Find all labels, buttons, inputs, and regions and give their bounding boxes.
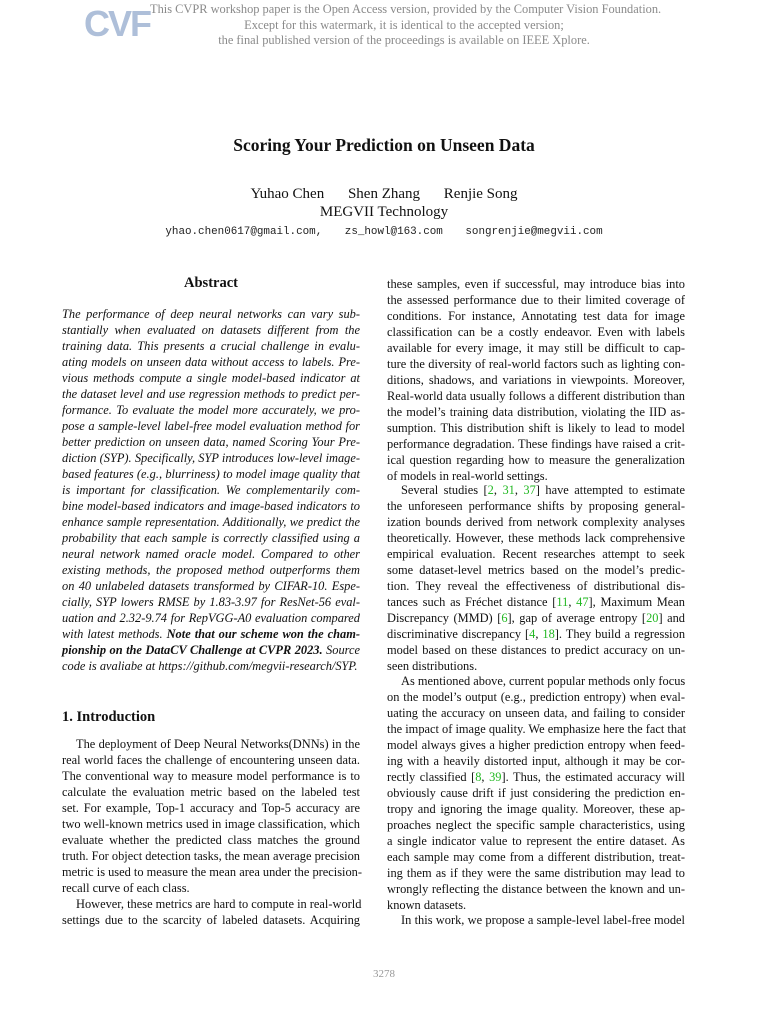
- watermark-line: the final published version of the proceedings is available on IEEE Xplore.: [218, 33, 590, 47]
- citation-link[interactable]: 31: [502, 483, 515, 497]
- body-line: [387, 610, 685, 626]
- abstract-line: cially, SYP lowers RMSE by 1.83-3.97 for ResNet-56 eval-: [62, 595, 360, 609]
- abstract-line: ating models on unseen data without access to labels. Pre-: [62, 355, 360, 369]
- citation-separator: ,: [493, 483, 503, 497]
- body-line: truth. For object detection tasks, the mean average precision: [62, 849, 360, 863]
- body-line: each sample may come from a different distribution, treat-: [387, 850, 685, 864]
- watermark-notice: [150, 2, 662, 49]
- body-line: ture the diversity of real-world factors such as lighting con-: [387, 357, 685, 371]
- body-line: evaluate whether the predicted class matches the ground: [62, 833, 360, 847]
- body-line: the assessed performance due to their limited coverage of: [387, 293, 685, 307]
- body-line: ing with a heavily distorted input, although it may be cor-: [387, 754, 685, 768]
- body-line: metric is used to measure the mean area under the precision-: [62, 865, 363, 879]
- citation-separator: ,: [568, 595, 577, 609]
- author-name: Shen Zhang: [347, 186, 421, 202]
- abstract-line: stantially when evaluated on datasets different from the: [62, 323, 360, 337]
- citation-link[interactable]: 11: [556, 595, 569, 609]
- abstract-line: code is avaliabe at https://github.com/megvii-research/SYP.: [62, 659, 358, 673]
- body-line: Real-world data usually follows a different distribution than: [387, 389, 685, 403]
- body-line: model based on these distances to predict accuracy on un-: [387, 643, 685, 657]
- author-list: [0, 186, 768, 203]
- body-line: sumption. This distribution shift is likely to lead to model: [387, 421, 685, 435]
- abstract-line: on 40 unlabeled datasets transformed by CIFAR-10. Espe-: [62, 579, 360, 593]
- watermark-line: This CVPR workshop paper is the Open Access version, provided by the Computer Vision Foundation.: [150, 2, 662, 16]
- body-line: empirical evaluation. Recent researches attempt to seek: [387, 547, 685, 561]
- citation-link[interactable]: 39: [489, 770, 502, 784]
- citation-link[interactable]: 47: [576, 595, 589, 609]
- body-text: ] and: [658, 611, 685, 625]
- body-line: the impact of image quality. We emphasize here the fact that: [387, 722, 687, 736]
- citation-link[interactable]: 6: [501, 611, 508, 625]
- body-line: uating the accuracy on unseen data, and failing to consider: [387, 706, 685, 720]
- abstract-line: formance. To evaluate the model more accurately, we pro-: [62, 403, 360, 417]
- author-email: songrenjie@megvii.com: [465, 226, 603, 238]
- body-line: As mentioned above, current popular methods only focus: [401, 674, 686, 688]
- author-email: yhao.chen0617@gmail.com,: [165, 226, 323, 238]
- abstract-line: the dataset level and use regression methods to predict per-: [62, 387, 360, 401]
- body-line: [387, 594, 685, 610]
- body-text: ], Maximum Mean: [588, 595, 685, 609]
- body-line: set. For example, Top-1 accuracy and Top-5 accuracy are: [62, 801, 360, 815]
- body-line: [387, 482, 685, 498]
- body-line: these samples, even if successful, may introduce bias into: [387, 277, 685, 291]
- body-line: on the model’s output (e.g., prediction entropy) when eval-: [387, 690, 685, 704]
- abstract-emphasis: pionship on the DataCV Challenge at CVPR 2023.: [62, 643, 323, 657]
- abstract-line: is important for classification. We complementarily com-: [62, 483, 360, 497]
- abstract-line: uation and 2.32-9.74 for RepVGG-A0 evaluation compared: [62, 611, 360, 625]
- body-line: tropy and ignoring the image quality. Moreover, these ap-: [387, 802, 685, 816]
- cvf-logo: CVF: [84, 3, 150, 44]
- citation-link[interactable]: 8: [475, 770, 482, 784]
- email-list: [0, 226, 768, 238]
- body-text: ] have attempted to estimate: [535, 483, 685, 497]
- body-line: recall curve of each class.: [62, 881, 190, 895]
- citation-separator: ,: [535, 627, 543, 641]
- paper-title: Scoring Your Prediction on Unseen Data: [233, 135, 535, 155]
- body-line: proaches neglect the specific sample characteristics, using: [387, 818, 685, 832]
- page-number: 3278: [373, 968, 395, 980]
- body-line: two well-known metrics used in image classification, which: [62, 817, 360, 831]
- body-line: the model’s training data distribution, violating the IID as-: [387, 405, 685, 419]
- abstract-line: enhance sample representation. Additionally, we predict the: [62, 515, 360, 529]
- body-line: [387, 769, 685, 785]
- author-name: Yuhao Chen: [250, 186, 325, 202]
- body-text: ], gap of average entropy [: [507, 611, 647, 625]
- body-line: a single indicator value to represent the entire dataset. As: [387, 834, 685, 848]
- citation-link[interactable]: 37: [523, 483, 536, 497]
- abstract-line: The performance of deep neural networks can vary sub-: [62, 307, 360, 321]
- intro-heading: 1. Introduction: [62, 709, 156, 725]
- body-line: conditions. For instance, Annotating test data for image: [387, 309, 685, 323]
- affiliation: MEGVII Technology: [319, 204, 449, 220]
- abstract-line: training data. This presents a crucial challenge in evalu-: [62, 339, 360, 353]
- body-text: rectly classified [: [387, 770, 476, 784]
- citation-link[interactable]: 20: [646, 611, 659, 625]
- body-text: Discrepancy (MMD) [: [387, 611, 502, 625]
- abstract-line: probability that each sample is correctly classified using a: [62, 531, 360, 545]
- body-line: The conventional way to measure model performance is to: [62, 769, 360, 783]
- body-line: performance degradation. These findings have raised a crit-: [387, 437, 685, 451]
- body-text: ]. They build a regression: [554, 627, 686, 641]
- abstract-line: vious methods compute a single model-based indicator at: [62, 371, 360, 385]
- citation-link[interactable]: 4: [529, 627, 536, 641]
- body-line: theoretically. However, these methods lack comprehensive: [387, 531, 685, 545]
- citation-separator: ,: [514, 483, 524, 497]
- abstract-heading: Abstract: [184, 275, 238, 291]
- abstract-line: pose a sample-level label-free model evaluation method for: [62, 419, 360, 433]
- citation-link[interactable]: 18: [542, 627, 555, 641]
- watermark-line: Except for this watermark, it is identical to the accepted version;: [244, 17, 564, 32]
- body-line: However, these metrics are hard to compute in real-world: [76, 897, 362, 911]
- body-line: the unforeseen performance shifts by proposing general-: [387, 499, 685, 513]
- abstract-line: [62, 626, 360, 642]
- body-line: [387, 626, 685, 642]
- body-line: available for every image, it may still be difficult to cap-: [387, 341, 685, 355]
- body-line: settings due to the scarcity of labeled datasets. Acquiring: [62, 913, 360, 927]
- body-line: ditions, shadows, and variations in viewpoints. Moreover,: [387, 373, 685, 387]
- body-line: model always gives a higher prediction entropy when feed-: [387, 738, 685, 752]
- body-line: real world faces the challenge of encountering unseen data.: [62, 753, 360, 767]
- body-text: Several studies [: [401, 483, 488, 497]
- body-line: In this work, we propose a sample-level label-free model: [401, 913, 685, 927]
- abstract-line: [62, 642, 360, 658]
- body-line: ical question regarding how to measure the generalization: [387, 453, 685, 467]
- author-email: zs_howl@163.com: [344, 226, 443, 238]
- body-line: The deployment of Deep Neural Networks(DNNs) in the: [76, 737, 360, 751]
- abstract-emphasis: Note that our scheme won the cham-: [166, 627, 360, 641]
- author-name: Renjie Song: [443, 186, 518, 202]
- body-line: ization bounds derived from network complexity analyses: [387, 515, 685, 529]
- body-line: calculate the evaluation metric based on the labeled test: [62, 785, 360, 799]
- body-line: wrongly reflecting the distance between the known and un-: [387, 882, 685, 896]
- body-text: tances such as Fréchet distance [: [387, 595, 557, 609]
- citation-link[interactable]: 2: [487, 483, 494, 497]
- body-line: tion. They reveal the effectiveness of distributional dis-: [387, 579, 685, 593]
- abstract-line: better prediction on unseen data, named Scoring Your Pre-: [62, 435, 360, 449]
- abstract-line: diction (SYP). Specifically, SYP introduces low-level image-: [62, 451, 360, 465]
- abstract-text: with latest methods.: [62, 627, 167, 641]
- body-text: discriminative discrepancy [: [387, 627, 530, 641]
- abstract-text: Source: [322, 643, 360, 657]
- body-line: ing them as if they were the same distribution may lead to: [387, 866, 685, 880]
- abstract-line: existing methods, the proposed method outperforms them: [62, 563, 360, 577]
- abstract-line: neural network named oracle model. Compared to other: [62, 547, 360, 561]
- body-line: known datasets.: [387, 898, 467, 912]
- body-line: seen distributions.: [387, 659, 478, 673]
- citation-separator: ,: [481, 770, 490, 784]
- body-line: of models in real-world settings.: [387, 469, 548, 483]
- abstract-line: based features (e.g., blurriness) to model image quality that: [62, 467, 360, 481]
- body-line: classification can be a costly endeavor. Even with labels: [387, 325, 685, 339]
- body-line: some dataset-level metrics based on the model’s predic-: [387, 563, 685, 577]
- body-text: ]. Thus, the estimated accuracy will: [501, 770, 685, 784]
- abstract-line: bine model-based indicators and image-based indicators to: [62, 499, 360, 513]
- body-line: obviously cause drift if just considering the prediction en-: [387, 786, 685, 800]
